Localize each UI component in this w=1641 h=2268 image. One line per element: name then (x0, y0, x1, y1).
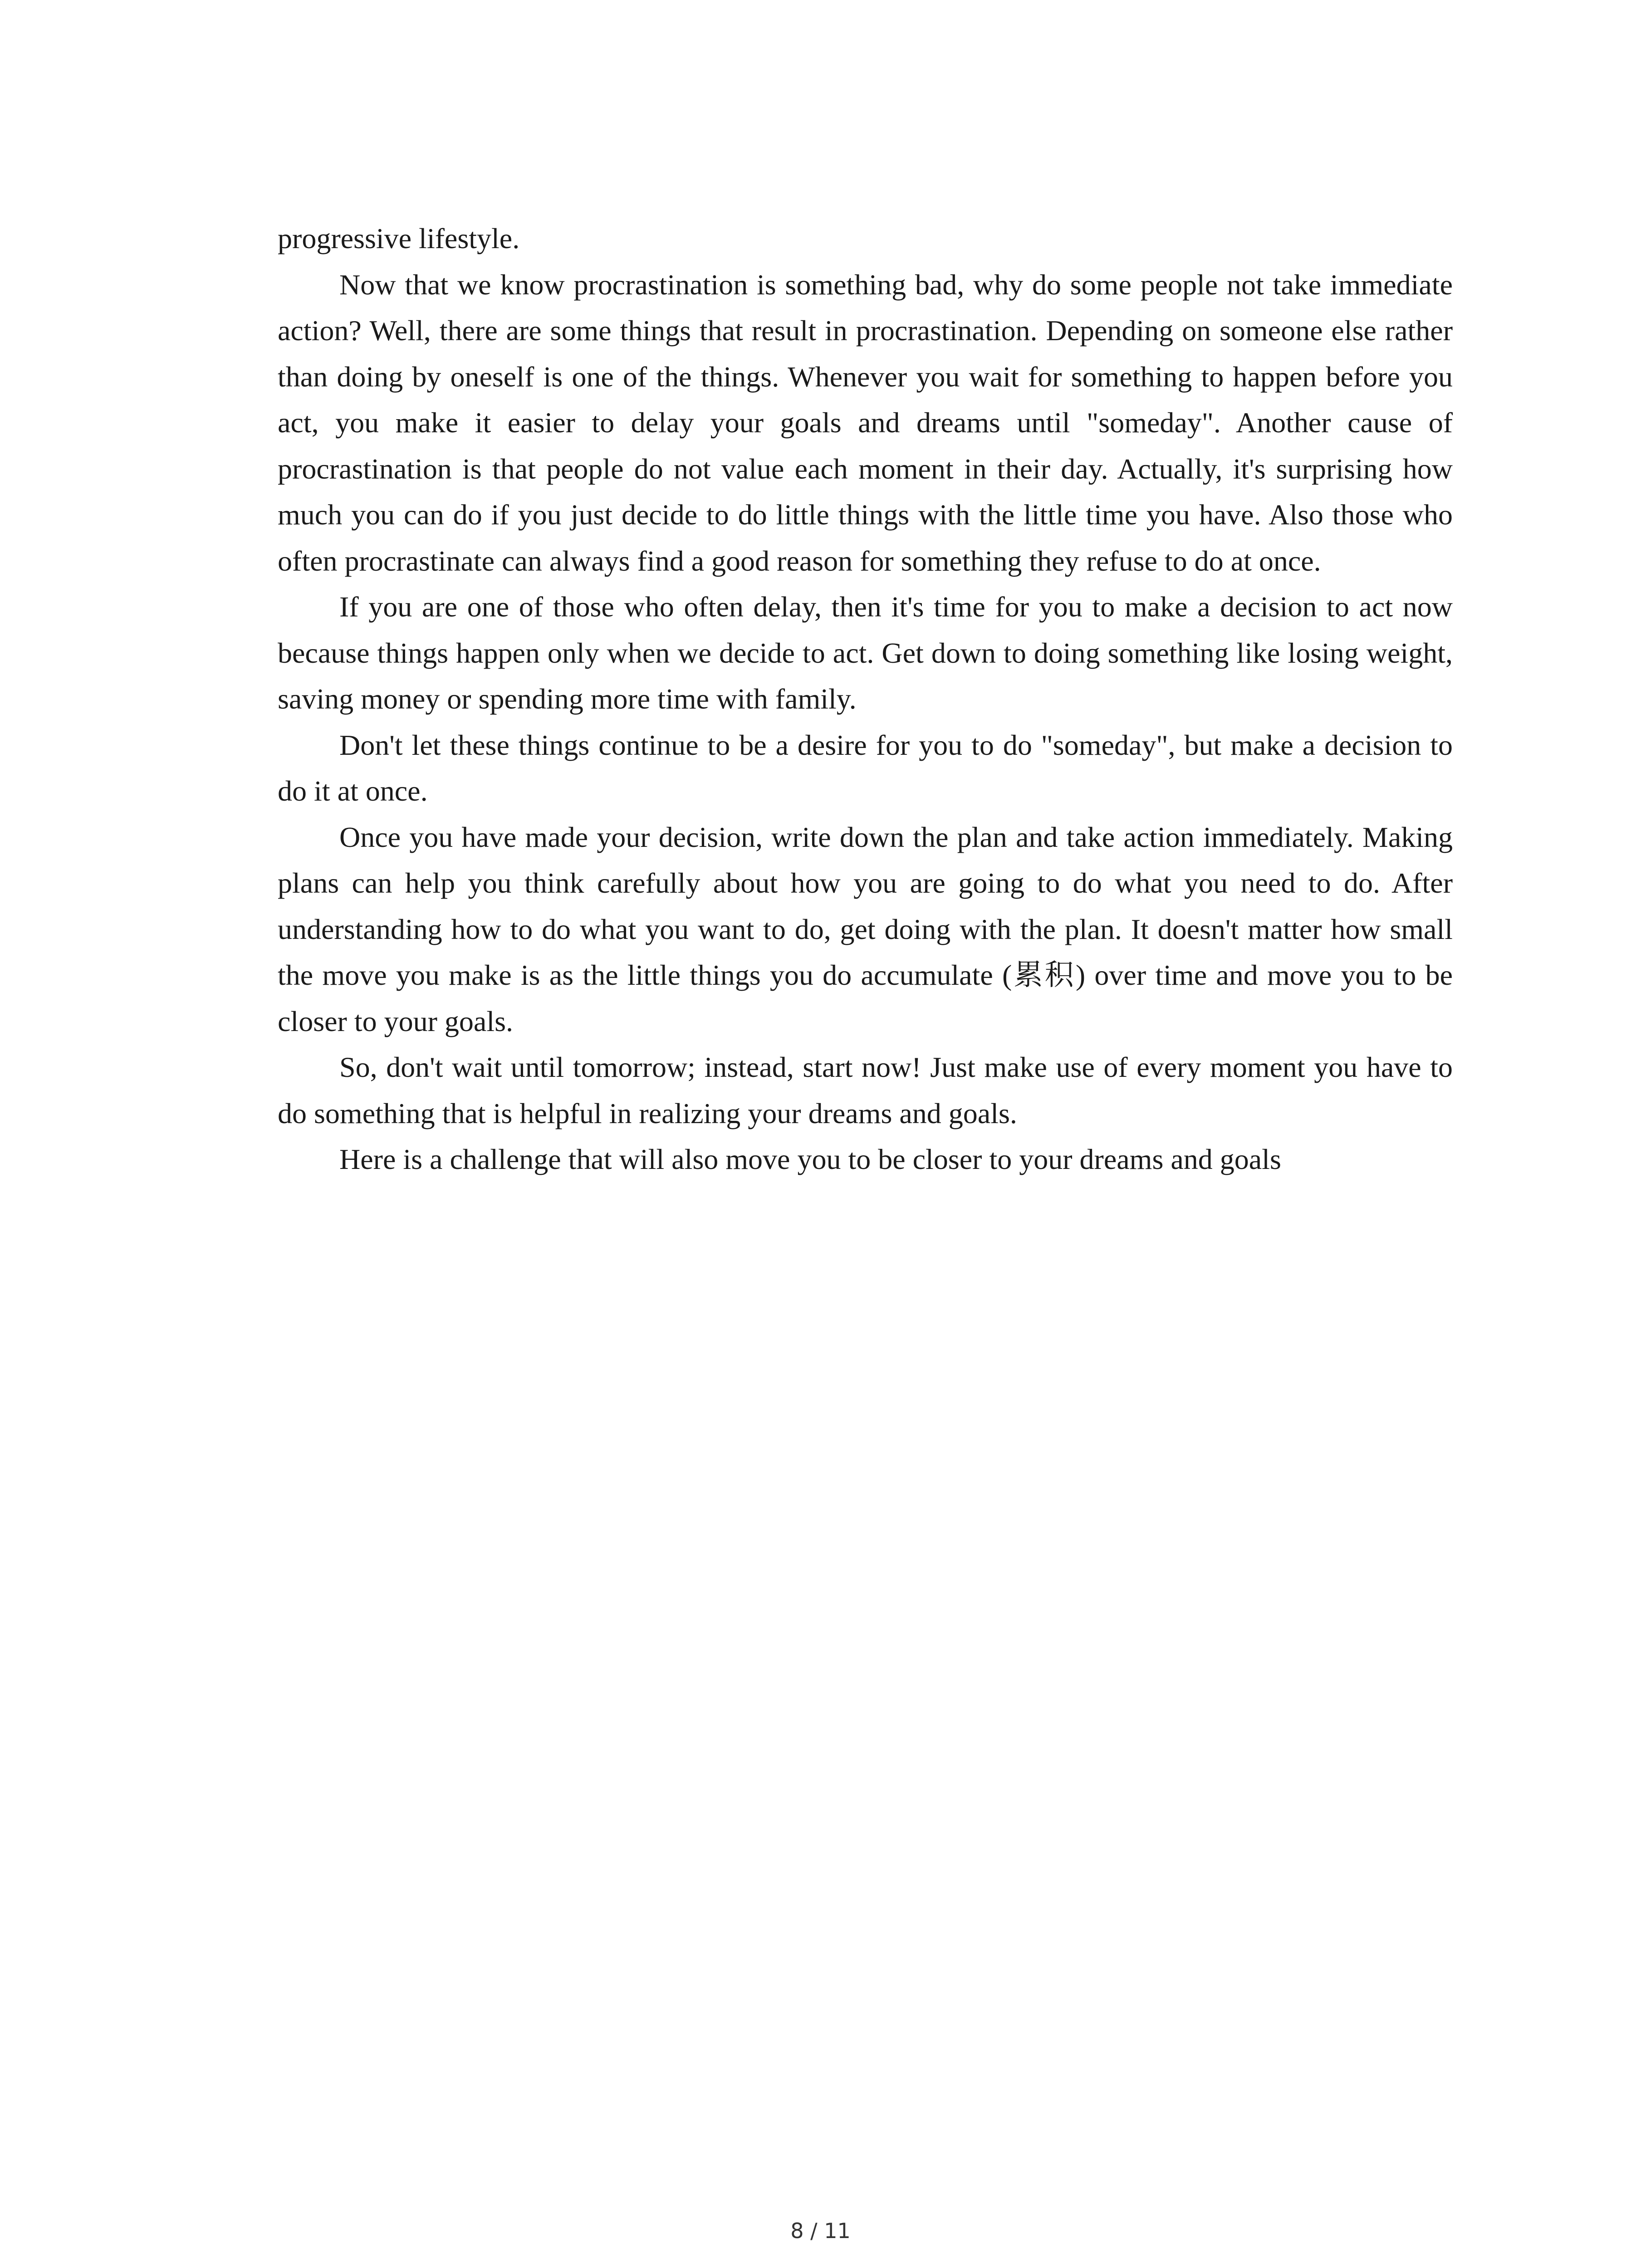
paragraph-continuation: progressive lifestyle. (278, 222, 520, 254)
paragraph-start-now: So, don't wait until tomorrow; instead, start now! Just make use of every moment you have to do something that is helpful in realizing your dreams and goals. (278, 1051, 1453, 1129)
page-number: 8 / 11 (790, 2219, 851, 2243)
paragraph-someday: Don't let these things continue to be a desire for you to do "someday", but make a decision to do it at once. (278, 728, 1453, 807)
paragraph-decide-to-act: If you are one of those who often delay, then it's time for you to make a decision to act now because things happen only when we decide to act. Get down to doing something like losing weight, saving money or spending more time with family. (278, 591, 1453, 715)
paragraph-challenge: Here is a challenge that will also move you to be closer to your dreams and goals (339, 1143, 1281, 1175)
paragraph-make-plan: Once you have made your decision, write down the plan and take action immediately. Making plans can help you think carefully about how you are going to do what you need to do. After understanding how to do what you want to do, get doing with the plan. It doesn't matter how small the move you make is as the little things you do accumulate (累积) over time and move you to be closer to your goals. (278, 821, 1453, 1037)
document-body (278, 215, 1453, 1183)
paragraph-causes: Now that we know procrastination is something bad, why do some people not take immediate action? Well, there are some things that result in procrastination. Depending on someone else rather than doing by oneself is one of the things. Whenever you wait for something to happen before you act, you make it easier to delay your goals and dreams until "someday". Another cause of procrastination is that people do not value each moment in their day. Actually, it's surprising how much you can do if you just decide to do little things with the little time you have. Also those who often procrastinate can always find a good reason for something they refuse to do at once. (278, 268, 1453, 577)
